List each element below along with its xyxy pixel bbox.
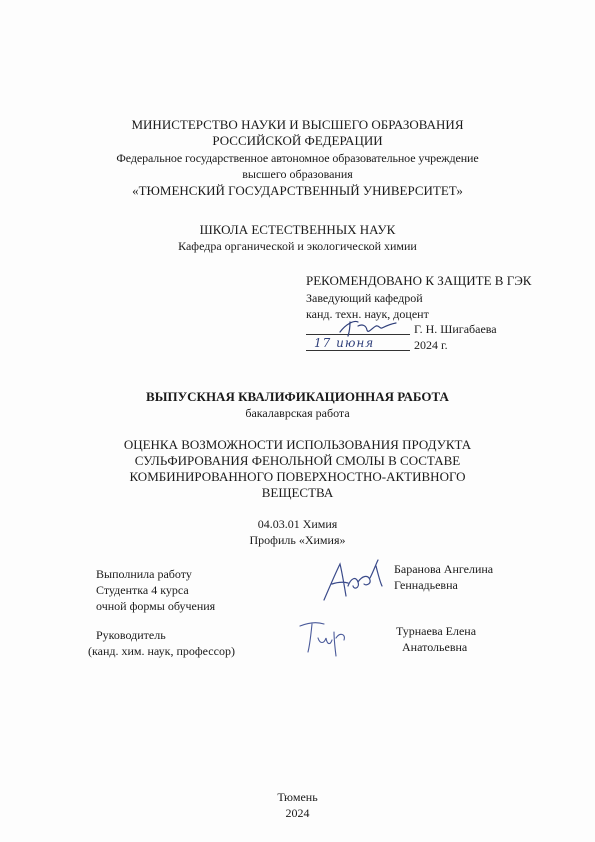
head-signature-image xyxy=(336,316,400,338)
approval-degree: канд. техн. наук, доцент xyxy=(306,307,429,321)
handwritten-date: 17 июня xyxy=(314,336,375,350)
supervisor-name-1: Турнаева Елена xyxy=(396,624,477,638)
work-type: ВЫПУСКНАЯ КВАЛИФИКАЦИОННАЯ РАБОТА xyxy=(146,389,449,404)
supervisor-signature-image xyxy=(296,618,356,658)
university-name: «ТЮМЕНСКИЙ ГОСУДАРСТВЕННЫЙ УНИВЕРСИТЕТ» xyxy=(132,183,463,198)
author-label-1: Выполнила работу xyxy=(96,567,192,581)
supervisor-name-2: Анатольевна xyxy=(402,640,468,654)
author-label-2: Студентка 4 курса xyxy=(96,583,189,597)
institution-line-1: Федеральное государственное автономное образовательное учреждение xyxy=(116,151,479,165)
program-code: 04.03.01 Химия xyxy=(257,517,338,531)
ministry-line-1: МИНИСТЕРСТВО НАУКИ И ВЫСШЕГО ОБРАЗОВАНИЯ xyxy=(131,117,464,132)
department-name: Кафедра органической и экологической химии xyxy=(178,239,417,253)
head-name: Г. Н. Шигабаева xyxy=(414,322,497,336)
work-title-line-3: КОМБИНИРОВАННОГО ПОВЕРХНОСТНО-АКТИВНОГО xyxy=(129,469,466,484)
ministry-line-2: РОССИЙСКОЙ ФЕДЕРАЦИИ xyxy=(212,133,383,148)
author-name-2: Геннадьевна xyxy=(394,578,458,592)
footer-city: Тюмень xyxy=(277,790,318,804)
author-label-3: очной формы обучения xyxy=(96,599,216,613)
approval-title: РЕКОМЕНДОВАНО К ЗАЩИТЕ В ГЭК xyxy=(306,273,532,288)
author-signature-image xyxy=(318,556,388,606)
school-name: ШКОЛА ЕСТЕСТВЕННЫХ НАУК xyxy=(199,222,396,237)
date-line xyxy=(306,350,410,351)
author-name-1: Баранова Ангелина xyxy=(394,562,494,576)
program-profile: Профиль «Химия» xyxy=(249,533,346,547)
footer-year: 2024 xyxy=(285,806,310,820)
work-title-line-1: ОЦЕНКА ВОЗМОЖНОСТИ ИСПОЛЬЗОВАНИЯ ПРОДУКТА xyxy=(123,437,472,452)
approval-position: Заведующий кафедрой xyxy=(306,291,423,305)
work-subtype: бакалаврская работа xyxy=(245,406,350,420)
approval-year: 2024 г. xyxy=(414,338,448,352)
supervisor-label-1: Руководитель xyxy=(96,628,166,642)
work-title-line-2: СУЛЬФИРОВАНИЯ ФЕНОЛЬНОЙ СМОЛЫ В СОСТАВЕ xyxy=(134,453,461,468)
institution-line-2: высшего образования xyxy=(242,167,353,181)
supervisor-label-2: (канд. хим. наук, профессор) xyxy=(88,644,235,658)
work-title-line-4: ВЕЩЕСТВА xyxy=(261,485,334,500)
